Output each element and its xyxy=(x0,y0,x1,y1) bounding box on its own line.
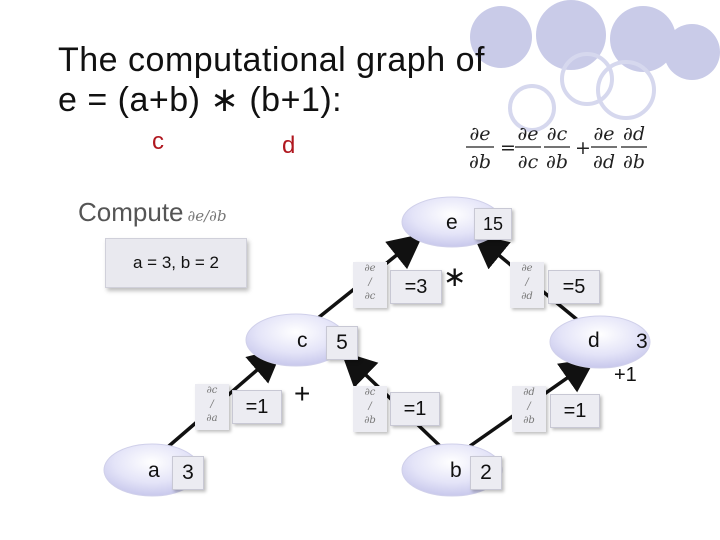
op-plus-one: +1 xyxy=(614,364,637,386)
fraction-slash: / xyxy=(210,399,214,410)
formula-t4-den: ∂b xyxy=(623,151,645,173)
deriv-dc-db-num: ∂c xyxy=(364,387,376,398)
formula-t2-num: ∂c xyxy=(546,123,568,145)
node-a-label: a xyxy=(148,459,160,482)
deriv-dd-db-value: =1 xyxy=(550,394,600,428)
formula-t3-num: ∂e xyxy=(593,123,615,145)
node-e-value: 15 xyxy=(474,208,512,240)
op-plus: + xyxy=(294,378,311,409)
node-e-label: e xyxy=(446,211,458,234)
deriv-de-dc-num: ∂e xyxy=(364,263,376,274)
label-c: c xyxy=(152,128,164,155)
formula-lhs-den: ∂b xyxy=(469,151,491,173)
deriv-de-dd xyxy=(510,262,544,308)
deriv-dd-db-den: ∂b xyxy=(523,415,535,426)
deriv-de-dd-num: ∂e xyxy=(521,263,533,274)
deriv-dd-db-num: ∂d xyxy=(523,387,535,398)
deriv-de-dc xyxy=(353,262,387,308)
formula-t2-den: ∂b xyxy=(546,151,568,173)
deriv-de-dc-den: ∂c xyxy=(364,291,376,302)
fraction-slash: / xyxy=(368,277,372,288)
deriv-dc-da-value: =1 xyxy=(232,390,282,424)
node-a-value: 3 xyxy=(172,456,204,490)
fraction-slash: / xyxy=(527,401,531,412)
formula-t1-num: ∂e xyxy=(517,123,539,145)
deriv-dc-da xyxy=(195,384,229,430)
fraction-slash: / xyxy=(368,401,372,412)
node-d-label: d xyxy=(588,329,600,352)
deriv-de-dd-value: =5 xyxy=(548,270,600,304)
compute-sub: ∂e/∂b xyxy=(187,207,227,225)
deriv-dc-db-den: ∂b xyxy=(364,415,376,426)
deriv-dc-da-num: ∂c xyxy=(206,385,218,396)
node-b-value: 2 xyxy=(470,456,502,490)
formula-lhs-num: ∂e xyxy=(469,123,491,145)
given-values-box: a = 3, b = 2 xyxy=(105,238,247,288)
deriv-dc-db xyxy=(353,386,387,432)
deriv-dc-db-value: =1 xyxy=(390,392,440,426)
node-b-label: b xyxy=(450,459,462,482)
compute-label: Compute xyxy=(78,197,184,227)
formula-eq: = xyxy=(500,137,516,159)
deriv-de-dd-den: ∂d xyxy=(521,291,533,302)
deriv-de-dc-value: =3 xyxy=(390,270,442,304)
formula-t1-den: ∂c xyxy=(517,151,539,173)
node-d xyxy=(550,316,650,368)
title-line-1: The computational graph of xyxy=(58,41,485,79)
label-d: d xyxy=(282,132,296,159)
deriv-dc-da-den: ∂a xyxy=(206,413,218,424)
formula-t4-num: ∂d xyxy=(623,123,645,145)
node-d-value: 3 xyxy=(636,330,648,353)
op-multiply: ∗ xyxy=(443,261,467,292)
node-c-value: 5 xyxy=(326,326,358,360)
title-line-2: e = (a+b) ∗ (b+1): xyxy=(58,81,343,119)
fraction-slash: / xyxy=(525,277,529,288)
formula-t3-den: ∂d xyxy=(593,151,615,173)
deriv-dd-db xyxy=(512,386,546,432)
node-c-label: c xyxy=(297,329,308,352)
formula-plus: + xyxy=(575,137,591,159)
